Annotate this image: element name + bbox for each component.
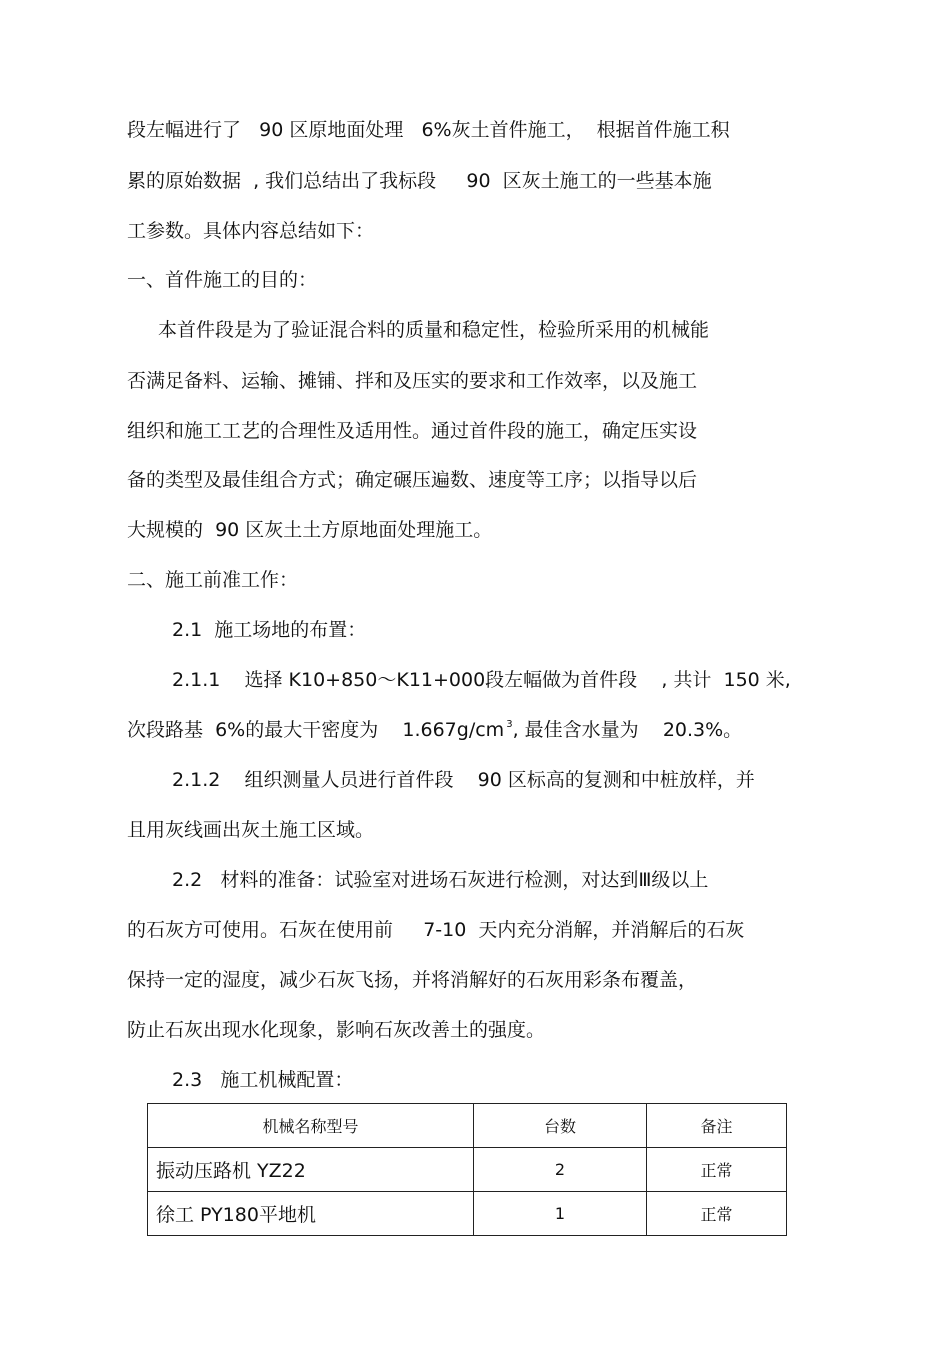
cell-remarks: 正常: [647, 1192, 787, 1236]
paragraph-line-density: [127, 718, 742, 746]
section-heading-2: 二、施工前准工作：: [127, 569, 299, 591]
header-machine-name: 机械名称型号: [148, 1104, 474, 1148]
paragraph-line: 的石灰方可使用。石灰在使用前 7-10 天内充分消解，并消解后的石灰: [127, 919, 745, 941]
header-quantity: 台数: [474, 1104, 647, 1148]
cell-quantity: 2: [474, 1148, 647, 1192]
subsection-heading-2-1: 2.1 施工场地的布置：: [172, 619, 367, 641]
paragraph-line: 且用灰线画出灰土施工区域。: [127, 819, 375, 841]
paragraph-line: 累的原始数据 , 我们总结出了我标段 90 区灰土施工的一些基本施: [127, 170, 712, 192]
paragraph-line: 工参数。具体内容总结如下：: [127, 220, 375, 242]
paragraph-line: 2.2 材料的准备：试验室对进场石灰进行检测，对达到Ⅲ级以上: [172, 869, 709, 891]
paragraph-line: 备的类型及最佳组合方式；确定碾压遍数、速度等工序；以指导以后: [127, 469, 698, 491]
paragraph-line: 段左幅进行了 90 区原地面处理 6%灰土首件施工， 根据首件施工积: [127, 119, 730, 141]
table-row: [148, 1192, 787, 1236]
table-header-row: [148, 1104, 787, 1148]
section-heading-1: 一、首件施工的目的：: [127, 269, 318, 291]
cell-machine-name: 振动压路机 YZ22: [148, 1148, 474, 1192]
paragraph-line: 本首件段是为了验证混合料的质量和稳定性，检验所采用的机械能: [158, 319, 710, 341]
paragraph-line: 2.1.1 选择 K10+850～K11+000段左幅做为首件段 , 共计 150 米,: [172, 669, 791, 691]
table-row: [148, 1148, 787, 1192]
moisture-text: , 最佳含水量为 20.3%。: [512, 719, 743, 741]
paragraph-line: 防止石灰出现水化现象，影响石灰改善土的强度。: [127, 1019, 546, 1041]
paragraph-line: 组织和施工工艺的合理性及适用性。通过首件段的施工，确定压实设: [127, 420, 698, 442]
paragraph-line: 保持一定的湿度，减少石灰飞扬，并将消解好的石灰用彩条布覆盖，: [127, 969, 698, 991]
paragraph-line: 2.1.2 组织测量人员进行首件段 90 区标高的复测和中桩放样，并: [172, 769, 755, 791]
header-remarks: 备注: [647, 1104, 787, 1148]
machine-config-table: [147, 1103, 787, 1236]
cell-quantity: 1: [474, 1192, 647, 1236]
density-text: 次段路基 6%的最大干密度为 1.667g/cm: [127, 719, 505, 741]
cell-machine-name: 徐工 PY180平地机: [148, 1192, 474, 1236]
cell-remarks: 正常: [647, 1148, 787, 1192]
subsection-heading-2-3: 2.3 施工机械配置：: [172, 1069, 354, 1091]
paragraph-line: 大规模的 90 区灰土土方原地面处理施工。: [127, 519, 493, 541]
superscript-exponent: 3: [506, 719, 513, 730]
paragraph-line: 否满足备料、运输、摊铺、拌和及压实的要求和工作效率，以及施工: [127, 370, 698, 392]
